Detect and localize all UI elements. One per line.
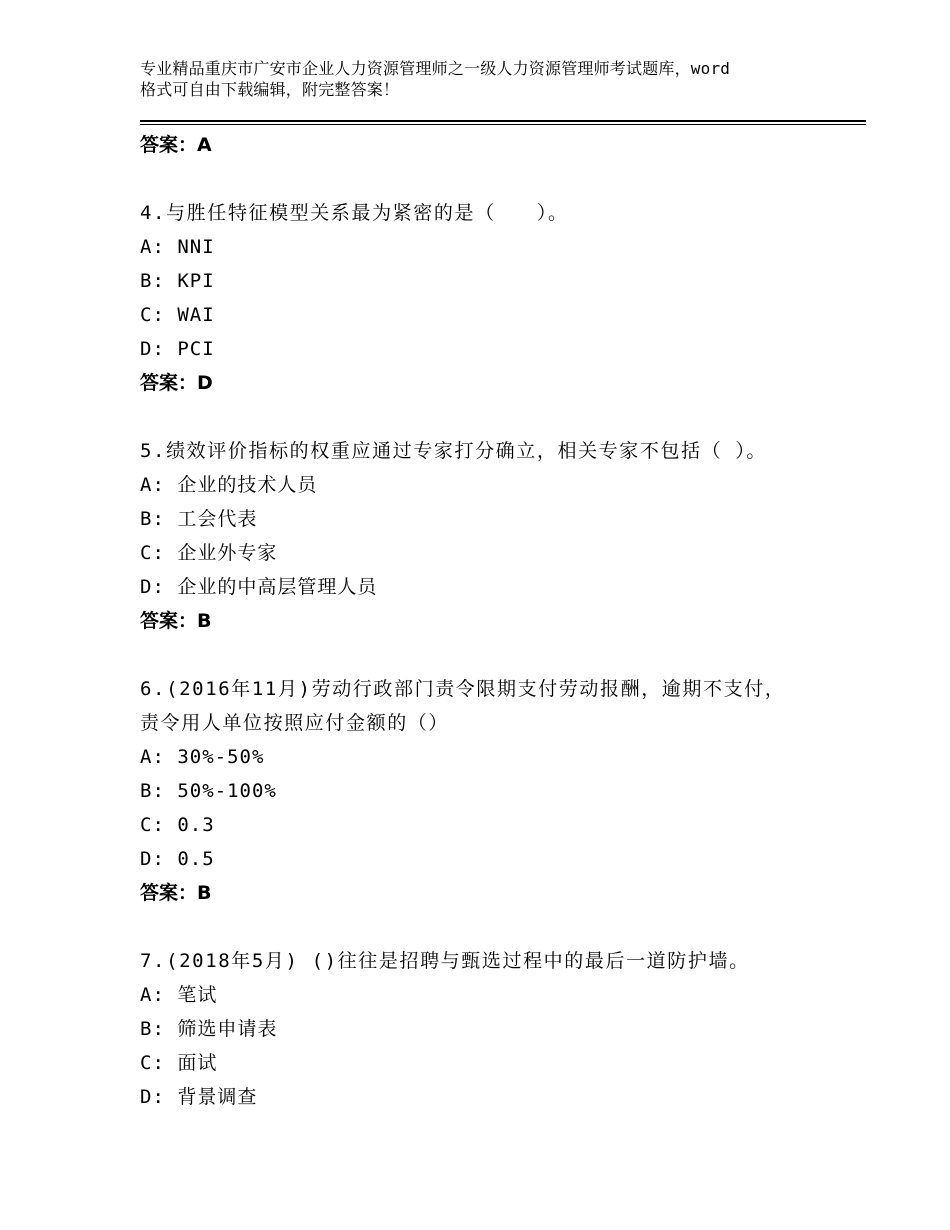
question-4-answer: 答案：D	[140, 372, 213, 394]
previous-answer: 答案：A	[140, 134, 212, 156]
question-4-option-c: C: WAI	[140, 304, 215, 326]
question-5-answer: 答案：B	[140, 610, 212, 632]
question-4-text: 4.与胜任特征模型关系最为紧密的是（ ）。	[140, 202, 569, 224]
question-4-option-a: A: NNI	[140, 236, 215, 258]
question-7-option-a: A: 笔试	[140, 984, 218, 1006]
question-6-option-d: D: 0.5	[140, 848, 215, 870]
question-5-option-a: A: 企业的技术人员	[140, 474, 318, 496]
question-6-option-a: A: 30%-50%	[140, 746, 265, 768]
question-6-text-line-1: 6.(2016年11月)劳动行政部门责令限期支付劳动报酬，逾期不支付，	[140, 678, 786, 700]
header-divider-thick	[140, 120, 866, 122]
question-5-text: 5.绩效评价指标的权重应通过专家打分确立，相关专家不包括（ ）。	[140, 440, 768, 462]
question-4	[140, 196, 866, 400]
question-6-answer: 答案：B	[140, 882, 212, 904]
question-5-option-c: C: 企业外专家	[140, 542, 278, 564]
spacer	[140, 400, 866, 434]
question-7-option-c: C: 面试	[140, 1052, 218, 1074]
header-line-1: 专业精品重庆市广安市企业人力资源管理师之一级人力资源管理师考试题库，word	[140, 59, 731, 78]
question-6	[140, 672, 866, 910]
question-6-option-c: C: 0.3	[140, 814, 215, 836]
header-line-2: 格式可自由下载编辑，附完整答案！	[140, 80, 400, 99]
question-6-option-b: B: 50%-100%	[140, 780, 277, 802]
question-6-text-line-2: 责令用人单位按照应付金额的（）	[140, 712, 450, 734]
question-list	[140, 128, 866, 1114]
question-5	[140, 434, 866, 638]
spacer	[140, 638, 866, 672]
question-7-option-b: B: 筛选申请表	[140, 1018, 278, 1040]
question-4-option-b: B: KPI	[140, 270, 215, 292]
question-5-option-d: D: 企业的中高层管理人员	[140, 576, 378, 598]
question-7-text: 7.(2018年5月) ()往往是招聘与甄选过程中的最后一道防护墙。	[140, 950, 750, 972]
question-5-option-b: B: 工会代表	[140, 508, 258, 530]
question-7	[140, 944, 866, 1114]
document-header	[140, 58, 840, 100]
question-7-option-d: D: 背景调查	[140, 1086, 258, 1108]
header-divider-thin	[140, 124, 866, 125]
spacer	[140, 162, 866, 196]
question-4-option-d: D: PCI	[140, 338, 215, 360]
spacer	[140, 910, 866, 944]
